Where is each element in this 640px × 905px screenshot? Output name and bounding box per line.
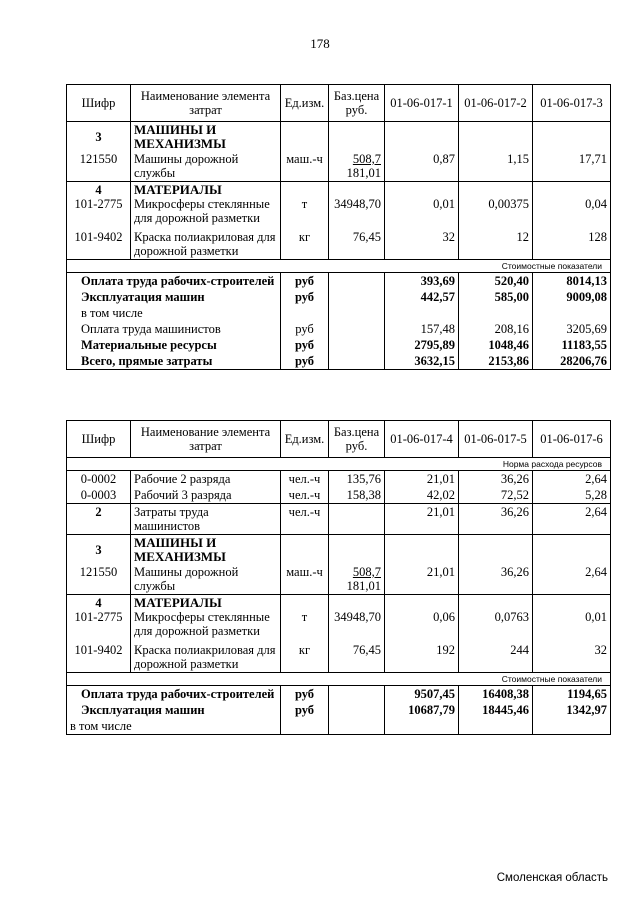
row-code: 101-2775 (74, 610, 123, 624)
section-title: МАШИНЫ И МЕХАНИЗМЫ (131, 535, 281, 566)
row-value: 128 (533, 226, 611, 260)
cost-name: Эксплуатация машин (67, 702, 281, 718)
header-cell: 01-06-017-6 (533, 421, 611, 458)
section-title: МАШИНЫ И МЕХАНИЗМЫ (131, 122, 281, 153)
cost-value: 157,48 (385, 321, 459, 337)
row-value: 21,01 (385, 504, 459, 535)
cost-name: Оплата труда рабочих-строителей (67, 686, 281, 703)
cost-value: 9009,08 (533, 289, 611, 305)
header-cell: 01-06-017-3 (533, 85, 611, 122)
table-row (67, 471, 611, 488)
row-value: 0,00375 (459, 182, 533, 227)
band-label: Норма расхода ресурсов (67, 458, 611, 471)
header-cell: Шифр (67, 85, 131, 122)
cost-value: 16408,38 (459, 686, 533, 703)
cost-name: Оплата труда машинистов (67, 321, 281, 337)
row-name (131, 595, 281, 640)
cost-value: 11183,55 (533, 337, 611, 353)
cost-unit: руб (281, 289, 329, 305)
row-value: 21,01 (385, 471, 459, 488)
row-value: 0,0763 (459, 595, 533, 640)
row-name: Машины дорожной службы (131, 152, 281, 182)
row-unit: маш.-ч (281, 152, 329, 182)
header-cell: 01-06-017-4 (385, 421, 459, 458)
table-header-row (67, 85, 611, 122)
row-value: 5,28 (533, 487, 611, 504)
row-unit: чел.-ч (281, 471, 329, 488)
section-code-number: 4 (95, 183, 102, 197)
row-unit: чел.-ч (281, 504, 329, 535)
row-price (329, 565, 385, 595)
cost-value: 1342,97 (533, 702, 611, 718)
band-row (67, 260, 611, 273)
cost-row (67, 686, 611, 703)
row-value: 36,26 (459, 471, 533, 488)
cost-name: Всего, прямые затраты (67, 353, 281, 370)
row-name: Краска полиакриловая для дорожной разметки (131, 226, 281, 260)
cost-value: 1048,46 (459, 337, 533, 353)
row-price: 135,76 (329, 471, 385, 488)
row-unit: кг (281, 226, 329, 260)
cost-value: 1194,65 (533, 686, 611, 703)
cost-name: Оплата труда рабочих-строителей (67, 273, 281, 290)
cost-value: 3205,69 (533, 321, 611, 337)
section-code: 3 (67, 122, 131, 153)
row-value: 0,01 (385, 182, 459, 227)
cost-value: 208,16 (459, 321, 533, 337)
header-cell: 01-06-017-2 (459, 85, 533, 122)
table-row (67, 226, 611, 260)
row-unit: маш.-ч (281, 565, 329, 595)
cost-unit: руб (281, 353, 329, 370)
section-code: 3 (67, 535, 131, 566)
header-cell: 01-06-017-1 (385, 85, 459, 122)
section-code-number: 4 (95, 596, 102, 610)
row-value: 72,52 (459, 487, 533, 504)
row-code: 0-0002 (67, 471, 131, 488)
row-value: 36,26 (459, 565, 533, 595)
row-price: 34948,70 (329, 595, 385, 640)
cost-row (67, 353, 611, 370)
row-name (131, 182, 281, 227)
band-row (67, 458, 611, 471)
cost-value: 10687,79 (385, 702, 459, 718)
row-price: 158,38 (329, 487, 385, 504)
page-number: 178 (310, 36, 330, 51)
cost-row (67, 718, 611, 735)
cost-unit: руб (281, 702, 329, 718)
row-value: 17,71 (533, 152, 611, 182)
row-code: 121550 (67, 565, 131, 595)
section-row (67, 122, 611, 153)
table-row (67, 152, 611, 182)
row-price: 76,45 (329, 639, 385, 673)
row-name: Краска полиакриловая для дорожной разметки (131, 639, 281, 673)
header-cell: Ед.изм. (281, 421, 329, 458)
row-code: 121550 (67, 152, 131, 182)
section-code (67, 595, 131, 640)
cost-value: 2153,86 (459, 353, 533, 370)
table-row (67, 639, 611, 673)
row-value: 0,04 (533, 182, 611, 227)
row-value: 0,01 (533, 595, 611, 640)
row-name: Машины дорожной службы (131, 565, 281, 595)
cost-row (67, 337, 611, 353)
row-value: 0,87 (385, 152, 459, 182)
band-label: Стоимостные показатели (67, 260, 611, 273)
row-unit: т (281, 182, 329, 227)
row-value: 2,64 (533, 504, 611, 535)
row-price: 76,45 (329, 226, 385, 260)
section-code (67, 182, 131, 227)
cost-value: 442,57 (385, 289, 459, 305)
row-value: 32 (533, 639, 611, 673)
section-row (67, 535, 611, 566)
cost-value: 3632,15 (385, 353, 459, 370)
table-row (67, 504, 611, 535)
row-name: Рабочие 2 разряда (131, 471, 281, 488)
section-row (67, 595, 611, 640)
row-value: 0,06 (385, 595, 459, 640)
price-secondary: 181,01 (346, 166, 381, 180)
cost-value: 393,69 (385, 273, 459, 290)
cost-name: в том числе (67, 305, 281, 321)
row-value: 1,15 (459, 152, 533, 182)
cost-unit: руб (281, 686, 329, 703)
cost-row (67, 321, 611, 337)
section-title: МАТЕРИАЛЫ (134, 595, 222, 610)
row-value: 2,64 (533, 565, 611, 595)
row-code: 101-9402 (67, 226, 131, 260)
cost-value: 9507,45 (385, 686, 459, 703)
row-value: 21,01 (385, 565, 459, 595)
region-footer: Смоленская область (496, 872, 608, 884)
cost-value: 520,40 (459, 273, 533, 290)
cost-row (67, 305, 611, 321)
header-cell: Наименование элемента затрат (131, 421, 281, 458)
row-code: 101-2775 (74, 197, 123, 211)
section-row (67, 182, 611, 227)
cost-row (67, 702, 611, 718)
row-value: 2,64 (533, 471, 611, 488)
resource-table-2 (66, 420, 611, 735)
table-row (67, 565, 611, 595)
row-code: 0-0003 (67, 487, 131, 504)
row-value: 32 (385, 226, 459, 260)
row-value: 42,02 (385, 487, 459, 504)
cost-name: Материальные ресурсы (67, 337, 281, 353)
price-primary: 508,7 (352, 565, 381, 579)
price-secondary: 181,01 (346, 579, 381, 593)
cost-row (67, 273, 611, 290)
cost-value: 18445,46 (459, 702, 533, 718)
header-cell: 01-06-017-5 (459, 421, 533, 458)
row-unit: т (281, 595, 329, 640)
cost-row (67, 289, 611, 305)
table-header-row (67, 421, 611, 458)
row-unit: кг (281, 639, 329, 673)
cost-value: 2795,89 (385, 337, 459, 353)
row-value: 192 (385, 639, 459, 673)
price-primary: 508,7 (352, 152, 381, 166)
band-row (67, 673, 611, 686)
band-label: Стоимостные показатели (67, 673, 611, 686)
header-cell: Баз.цена руб. (329, 421, 385, 458)
row-value: 36,26 (459, 504, 533, 535)
cost-unit: руб (281, 321, 329, 337)
cost-unit: руб (281, 337, 329, 353)
cost-unit: руб (281, 273, 329, 290)
row-value: 12 (459, 226, 533, 260)
header-cell: Наименование элемента затрат (131, 85, 281, 122)
row-name-text: Микросферы стеклянные для дорожной разметки (134, 610, 270, 638)
row-name-text: Микросферы стеклянные для дорожной разметки (134, 197, 270, 225)
cost-value: 28206,76 (533, 353, 611, 370)
row-unit: чел.-ч (281, 487, 329, 504)
row-name: Рабочий 3 разряда (131, 487, 281, 504)
cost-value: 8014,13 (533, 273, 611, 290)
header-cell: Ед.изм. (281, 85, 329, 122)
section-title: МАТЕРИАЛЫ (134, 182, 222, 197)
row-price: 34948,70 (329, 182, 385, 227)
header-cell: Шифр (67, 421, 131, 458)
cost-value: 585,00 (459, 289, 533, 305)
header-cell: Баз.цена руб. (329, 85, 385, 122)
cost-name: в том числе (67, 718, 281, 735)
table-row (67, 487, 611, 504)
row-value: 244 (459, 639, 533, 673)
row-name: Затраты труда машинистов (131, 504, 281, 535)
section-code: 2 (67, 504, 131, 535)
row-code: 101-9402 (67, 639, 131, 673)
cost-name: Эксплуатация машин (67, 289, 281, 305)
row-price (329, 152, 385, 182)
resource-table-1 (66, 84, 611, 370)
